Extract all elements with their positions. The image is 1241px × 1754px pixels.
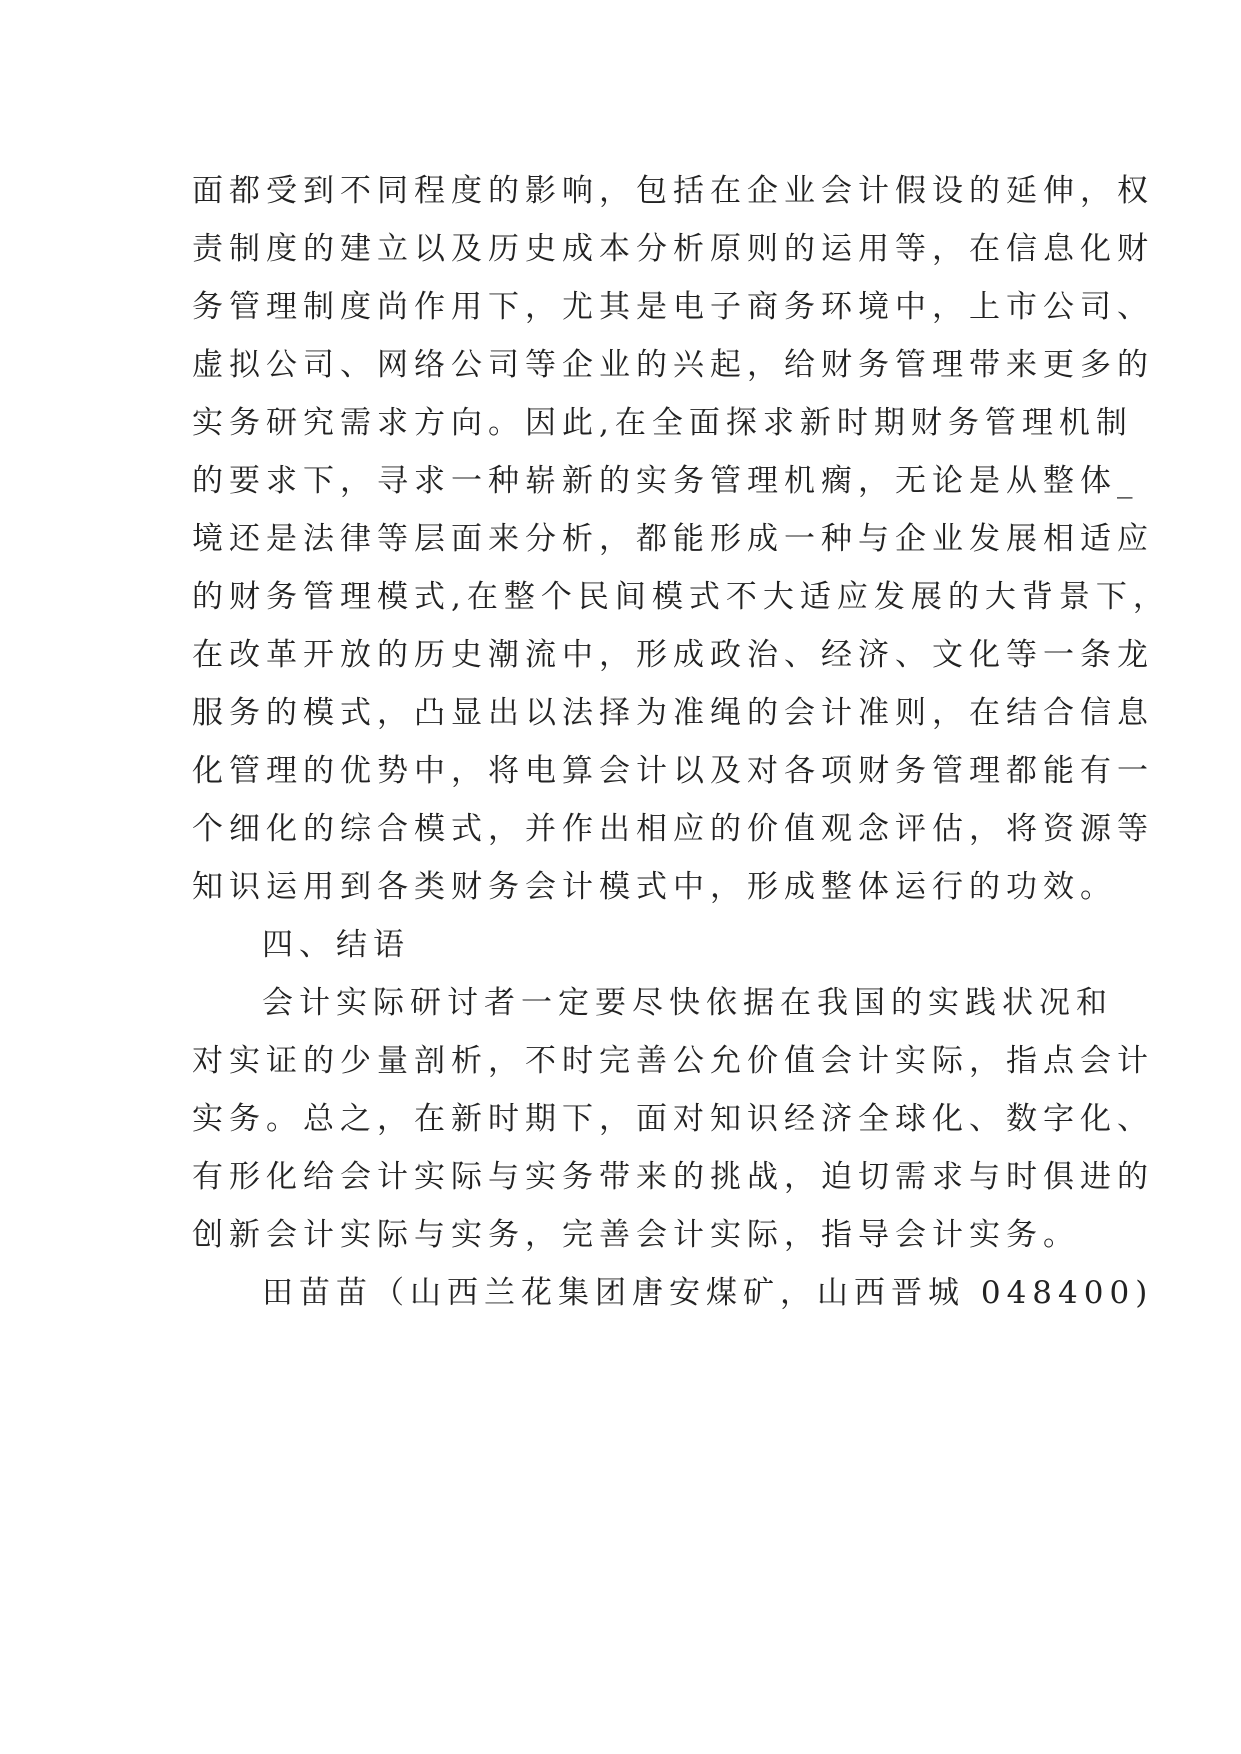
paragraph-line: 有形化给会计实际与实务带来的挑战，迫切需求与时俱进的 [192,1159,1154,1195]
paragraph-line: 在改革开放的历史潮流中，形成政治、经济、文化等一条龙 [192,637,1154,673]
paragraph-line: 服务的模式，凸显出以法择为准绳的会计准则，在结合信息 [192,695,1154,731]
paragraph-line: 创新会计实际与实务，完善会计实际，指导会计实务。 [192,1217,1080,1253]
paragraph-line: 个细化的综合模式，并作出相应的价值观念评估，将资源等 [192,811,1154,847]
paragraph-line: 对实证的少量剖析，不时完善公允价值会计实际，指点会计 [192,1043,1154,1079]
paragraph-line: 面都受到不同程度的影响，包括在企业会计假设的延伸，权 [192,173,1154,209]
paragraph-line: 务管理制度尚作用下，尤其是电子商务环境中，上市公司、 [192,289,1154,325]
paragraph-line: 的财务管理模式,在整个民间模式不大适应发展的大背景下， [192,579,1170,615]
paragraph-line: 实务研究需求方向。因此,在全面探求新时期财务管理机制 [192,405,1133,441]
section-heading: 四、结语 [262,927,410,963]
document-body [192,162,1170,1322]
author-line: 田苗苗（山西兰花集团唐安煤矿，山西晋城 048400) [262,1275,1154,1311]
paragraph-line: 责制度的建立以及历史成本分析原则的运用等，在信息化财 [192,231,1154,267]
paragraph-line: 虚拟公司、网络公司等企业的兴起，给财务管理带来更多的 [192,347,1154,383]
paragraph-line: 实务。总之，在新时期下，面对知识经济全球化、数字化、 [192,1101,1154,1137]
paragraph-line: 化管理的优势中，将电算会计以及对各项财务管理都能有一 [192,753,1154,789]
paragraph-line: 会计实际研讨者一定要尽快依据在我国的实践状况和 [262,985,1113,1021]
paragraph-line: 境还是法律等层面来分析，都能形成一种与企业发展相适应 [192,521,1154,557]
paragraph-line: 知识运用到各类财务会计模式中，形成整体运行的功效。 [192,869,1117,905]
paragraph-line: 的要求下，寻求一种崭新的实务管理机瘸，无论是从整体_ [192,463,1139,499]
